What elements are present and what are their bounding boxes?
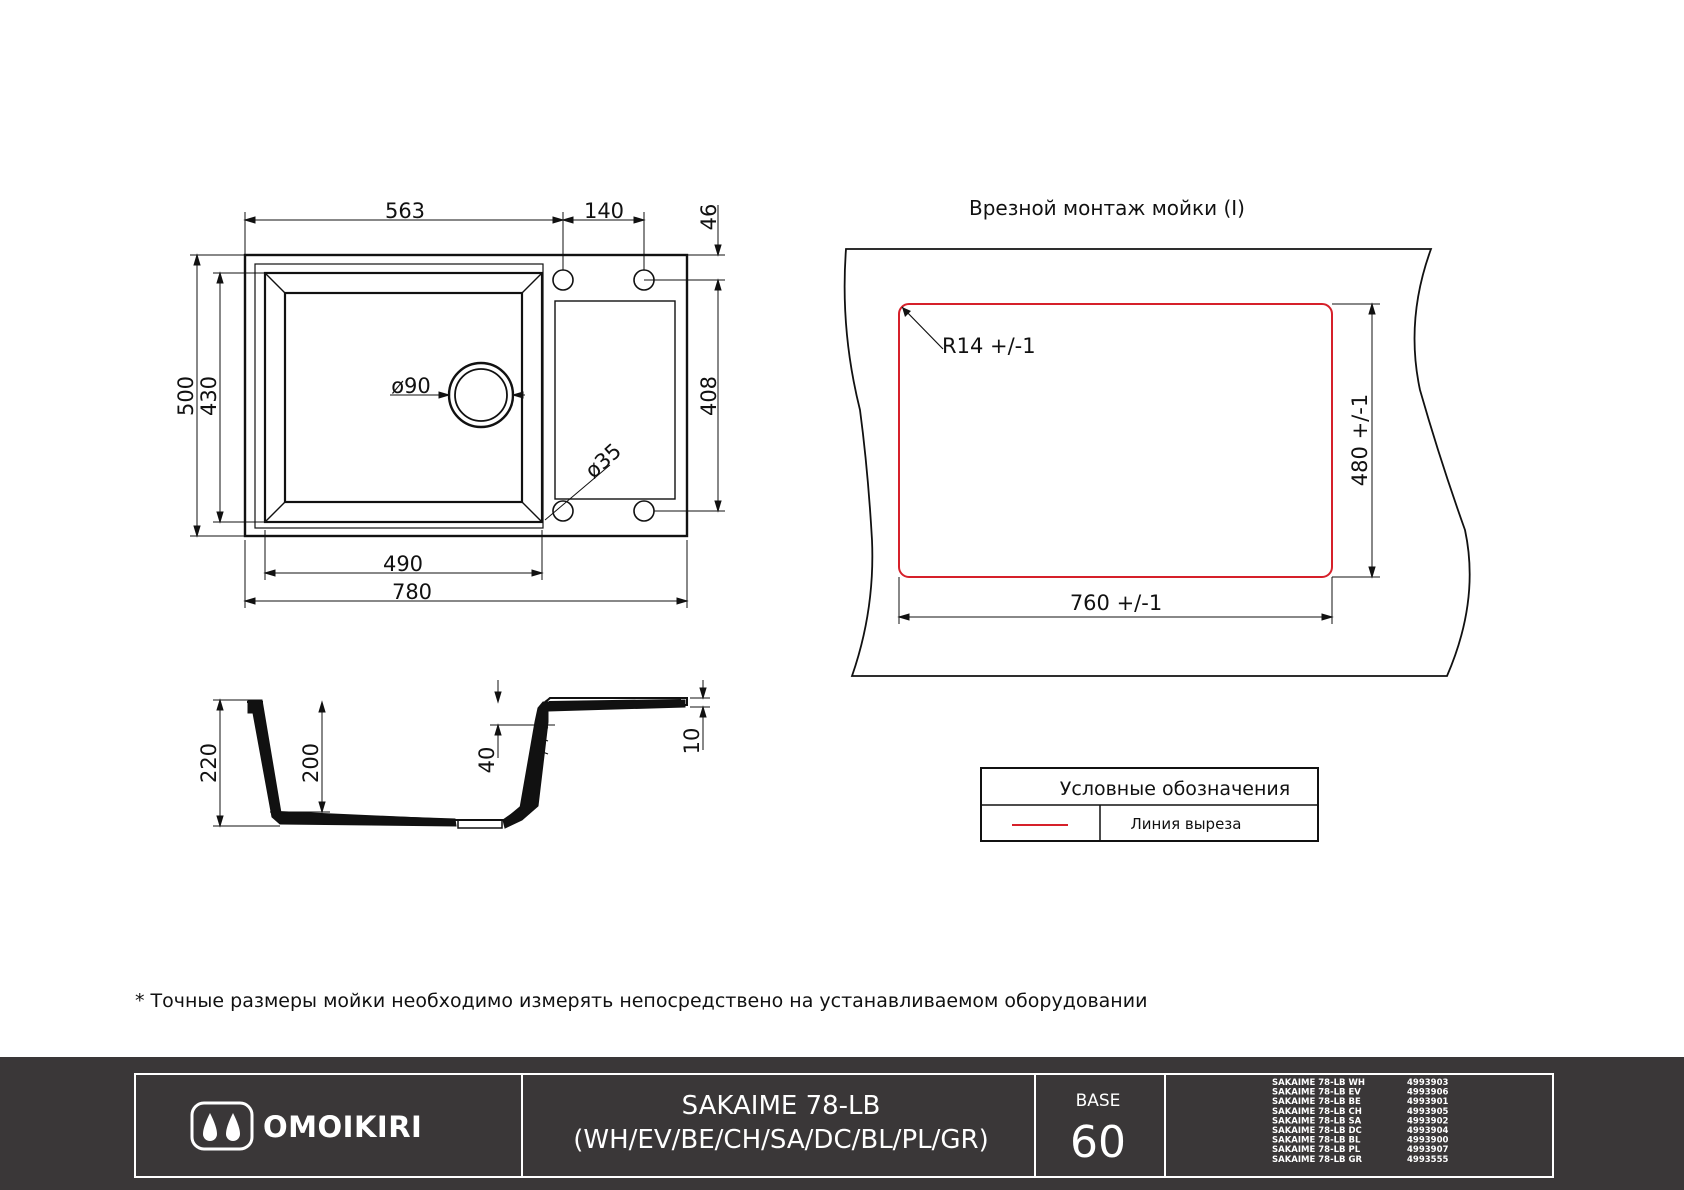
dim-tap-diameter: ø35	[580, 438, 627, 483]
variant-code: 4993902	[1407, 1116, 1449, 1127]
variant-name: SAKAIME 78-LB WH	[1272, 1078, 1365, 1088]
dim-408: 408	[697, 375, 721, 417]
legend-title: Условные обозначения	[1059, 778, 1291, 800]
model-colors: (WH/EV/BE/CH/SA/DC/BL/PL/GR)	[573, 1125, 989, 1155]
variant-code: 4993555	[1407, 1154, 1449, 1165]
variant-code: 4993907	[1407, 1145, 1449, 1156]
variant-code: 4993904	[1407, 1126, 1449, 1136]
variant-name: SAKAIME 78-LB GR	[1272, 1154, 1362, 1165]
cutout-width: 760 +/-1	[1069, 591, 1163, 615]
dim-drain-diameter: ø90	[391, 374, 431, 398]
dim-500: 500	[174, 375, 198, 417]
variant-name: SAKAIME 78-LB BE	[1272, 1097, 1361, 1108]
dim-490: 490	[382, 552, 424, 576]
dim-46: 46	[697, 203, 721, 231]
sink-top-view	[245, 255, 687, 536]
variant-code: 4993905	[1407, 1106, 1449, 1117]
tap-hole	[634, 501, 654, 521]
drain-outlet	[458, 820, 502, 828]
variant-code: 4993903	[1407, 1078, 1449, 1088]
brand-name: OMOIKIRI	[263, 1110, 423, 1144]
variant-code: 4993900	[1407, 1135, 1449, 1146]
variant-code: 4993906	[1407, 1087, 1449, 1098]
dim-10: 10	[680, 727, 704, 755]
dim-200: 200	[299, 742, 323, 784]
measurement-note: * Точные размеры мойки необходимо измерять непосредствено на устанавливаемом оборудовании	[135, 990, 1148, 1012]
variant-name: SAKAIME 78-LB EV	[1272, 1087, 1361, 1098]
dim-563: 563	[384, 199, 426, 223]
variant-name: SAKAIME 78-LB BL	[1272, 1135, 1361, 1146]
dim-140: 140	[583, 199, 625, 223]
tap-hole	[553, 270, 573, 290]
cutout-height: 480 +/-1	[1348, 393, 1372, 487]
base-value: 60	[1070, 1117, 1126, 1168]
sink-outline	[245, 255, 687, 536]
dim-430: 430	[197, 375, 221, 417]
variant-name: SAKAIME 78-LB DC	[1272, 1126, 1362, 1136]
dim-780: 780	[391, 580, 433, 604]
dim-40: 40	[475, 746, 499, 774]
variant-code: 4993901	[1407, 1097, 1449, 1108]
variant-name: SAKAIME 78-LB SA	[1272, 1116, 1362, 1127]
cutout-title: Врезной монтаж мойки (I)	[969, 196, 1245, 220]
variant-name: SAKAIME 78-LB CH	[1272, 1106, 1362, 1117]
legend-item-label: Линия выреза	[1130, 815, 1242, 833]
base-label: BASE	[1075, 1091, 1121, 1111]
model-name: SAKAIME 78-LB	[681, 1091, 881, 1121]
cutout-radius: R14 +/-1	[942, 334, 1036, 358]
drain-hole	[449, 363, 513, 427]
variant-name: SAKAIME 78-LB PL	[1272, 1145, 1361, 1156]
dim-220: 220	[197, 742, 221, 784]
drainboard	[555, 301, 675, 499]
